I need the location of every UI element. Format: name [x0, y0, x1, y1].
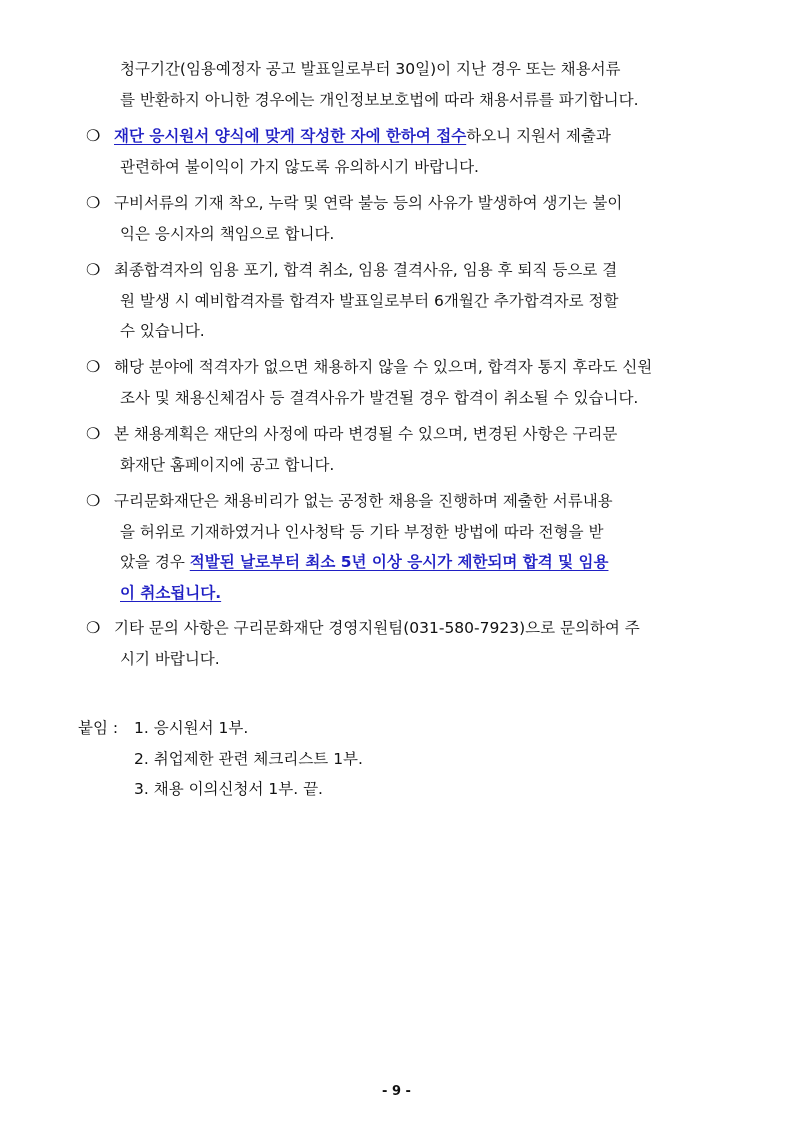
circle-bullet-icon: ❍ [86, 491, 101, 510]
bullet-item [86, 352, 726, 413]
body-text: 익은 응시자의 책임으로 합니다. [120, 224, 335, 243]
attachment-item: 1. 응시원서 1부. [134, 719, 249, 737]
emphasized-text: 재단 응시원서 양식에 맞게 작성한 자에 한하여 접수 [114, 127, 467, 145]
body-text: 하오니 지원서 제출과 [466, 127, 611, 145]
bullet-item [86, 255, 726, 347]
body-text: 화재단 홈페이지에 공고 합니다. [120, 455, 335, 474]
text-line [86, 644, 726, 675]
body-text: 본 채용계획은 재단의 사정에 따라 변경될 수 있으며, 변경된 사항은 구리문 [114, 425, 618, 443]
text-line [86, 85, 726, 116]
circle-bullet-icon: ❍ [86, 424, 101, 443]
attachment-row [78, 774, 363, 805]
body-text: 청구기간(임용예정자 공고 발표일로부터 30일)이 지난 경우 또는 채용서류 [120, 60, 621, 78]
emphasized-text: 적발된 날로부터 최소 5년 이상 응시가 제한되며 합격 및 임용 [189, 553, 609, 571]
text-line [86, 352, 726, 383]
text-line [86, 255, 726, 286]
attachment-item: 2. 취업제한 관련 체크리스트 1부. [134, 749, 363, 768]
bullet-item [86, 121, 726, 182]
bullet-item [86, 486, 726, 608]
text-line [86, 419, 726, 450]
body-text: 최종합격자의 임용 포기, 합격 취소, 임용 결격사유, 임용 후 퇴직 등으로 결 [114, 261, 618, 279]
body-text: 시기 바랍니다. [120, 649, 220, 668]
body-text: 수 있습니다. [120, 322, 205, 340]
body-text: 기타 문의 사항은 구리문화재단 경영지원팀(031-580-7923)으로 문의하여 주 [114, 619, 640, 637]
text-line [86, 383, 726, 414]
attachments-label: 붙임 : [78, 719, 119, 737]
circle-bullet-icon: ❍ [86, 357, 101, 376]
body-text: 해당 분야에 적격자가 없으면 채용하지 않을 수 있으며, 합격자 통지 후라도 신원 [114, 358, 653, 376]
attachment-item: 3. 채용 이의신청서 1부. 끝. [134, 780, 323, 798]
text-line [86, 486, 726, 517]
bullet-item [86, 419, 726, 480]
text-line [86, 578, 726, 609]
text-line [86, 517, 726, 548]
body-text: 았을 경우 [120, 553, 190, 571]
text-line [86, 613, 726, 644]
text-line [86, 188, 726, 219]
body-text: 를 반환하지 아니한 경우에는 개인정보보호법에 따라 채용서류를 파기합니다. [120, 90, 639, 109]
attachment-row [78, 713, 363, 744]
text-line [86, 152, 726, 183]
text-line [86, 121, 726, 152]
attachments-section [78, 713, 363, 805]
circle-bullet-icon: ❍ [86, 126, 101, 145]
page-number: - 9 - [382, 1084, 411, 1099]
text-line [86, 286, 726, 317]
attachment-row [78, 744, 363, 775]
text-line [86, 316, 726, 347]
circle-bullet-icon: ❍ [86, 618, 101, 637]
circle-bullet-icon: ❍ [86, 193, 101, 212]
text-line [86, 219, 726, 250]
text-line [86, 54, 726, 85]
body-text: 조사 및 채용신체검사 등 결격사유가 발견될 경우 합격이 취소될 수 있습니다. [120, 388, 639, 407]
body-text: 구비서류의 기재 착오, 누락 및 연락 불능 등의 사유가 발생하여 생기는 불이 [114, 194, 623, 212]
circle-bullet-icon: ❍ [86, 260, 101, 279]
text-line [86, 547, 726, 578]
bullet-item [86, 188, 726, 249]
emphasized-text: 이 취소됩니다. [120, 583, 222, 602]
body-text: 관련하여 불이익이 가지 않도록 유의하시기 바랍니다. [120, 157, 479, 176]
body-text: 원 발생 시 예비합격자를 합격자 발표일로부터 6개월간 추가합격자로 정할 [120, 291, 619, 310]
bullet-item [86, 613, 726, 674]
text-line [86, 450, 726, 481]
continuation-paragraph [86, 54, 726, 115]
body-text: 을 허위로 기재하였거나 인사청탁 등 기타 부정한 방법에 따라 전형을 받 [120, 522, 604, 541]
body-text: 구리문화재단은 채용비리가 없는 공정한 채용을 진행하며 제출한 서류내용 [114, 492, 613, 510]
